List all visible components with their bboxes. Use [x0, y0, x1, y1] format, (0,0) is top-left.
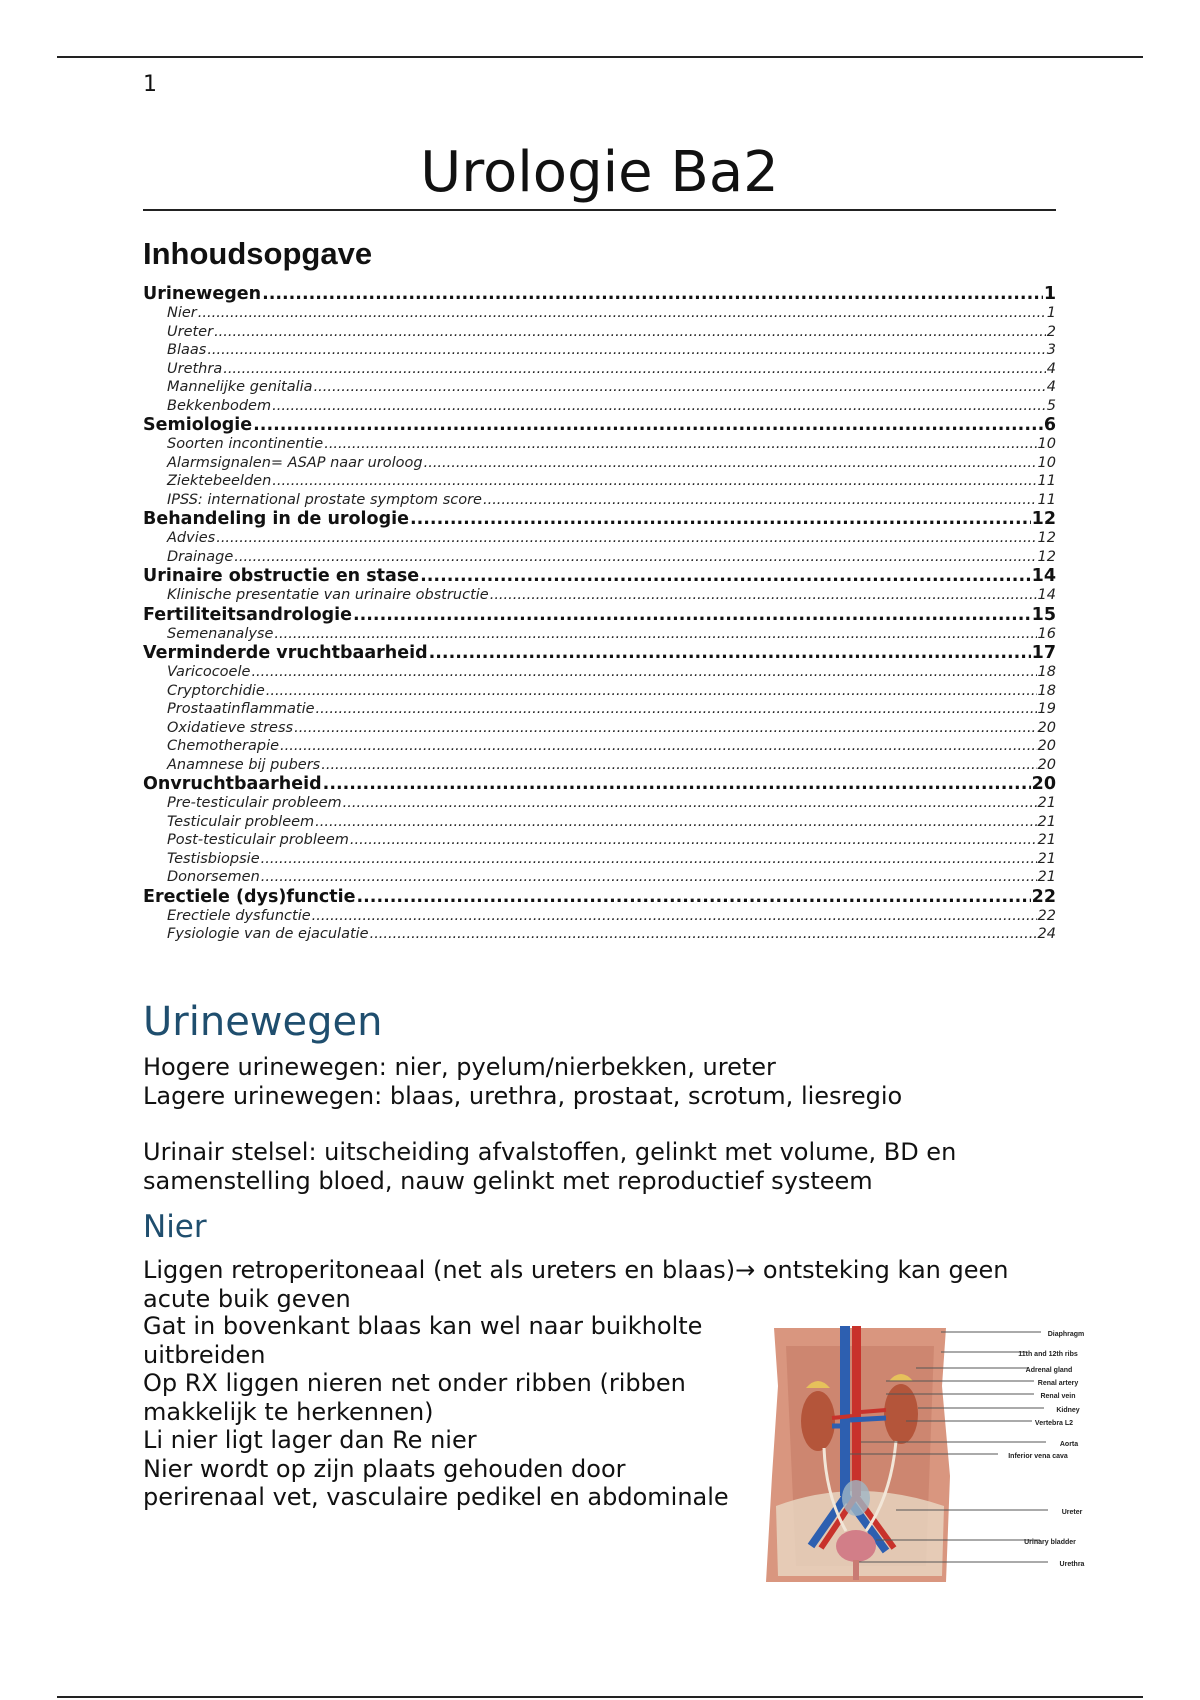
toc-leader-dots [420, 566, 1031, 586]
toc-leader-dots [490, 586, 1037, 605]
toc-leader-dots [261, 850, 1037, 869]
section-paragraph: Urinair stelsel: uitscheiding afvalstoffen, gelinkt met volume, BD en samenstelling bloed, nauw gelinkt met reproductief systeem [143, 1138, 957, 1195]
toc-entry[interactable] [143, 472, 1056, 491]
toc-entry-page: 20 [1037, 756, 1056, 773]
toc-entry-page: 4 [1046, 360, 1056, 377]
toc-entry[interactable] [143, 586, 1056, 605]
toc-leader-dots [424, 454, 1037, 473]
toc-leader-dots [321, 756, 1036, 775]
toc-entry-page: 22 [1031, 886, 1056, 907]
toc-entry[interactable] [143, 850, 1056, 869]
toc-entry[interactable] [143, 397, 1056, 416]
text-line: Gat in bovenkant blaas kan wel naar buikholte uitbreiden [143, 1312, 703, 1369]
figure-label: 11th and 12th ribs [1018, 1351, 1078, 1358]
toc-entry-page: 12 [1037, 530, 1056, 546]
figure-label: Urinary bladder [1024, 1539, 1076, 1546]
toc-entry[interactable] [143, 548, 1056, 567]
toc-entry-label: Pre-testiculair probleem [167, 795, 342, 811]
toc-entry-label: Ziektebeelden [167, 473, 272, 489]
urinary-anatomy-figure [766, 1326, 1121, 1582]
toc-leader-dots [429, 643, 1031, 663]
toc-entry-label: Mannelijke genitalia [167, 379, 313, 395]
toc-entry-page: 12 [1037, 548, 1056, 565]
toc-leader-dots [223, 360, 1046, 379]
text-line: Nier wordt op zijn plaats gehouden door perirenaal vet, vasculaire pedikel en abdominale [143, 1454, 729, 1511]
toc-entry-page: 14 [1031, 566, 1056, 586]
toc-entry[interactable] [143, 605, 1056, 625]
toc-entry-page: 4 [1046, 379, 1056, 395]
toc-leader-dots [214, 323, 1046, 342]
toc-entry-page: 18 [1037, 682, 1056, 699]
toc-entry[interactable] [143, 566, 1056, 586]
toc-entry-label: Ureter [167, 323, 214, 340]
title-underline [143, 209, 1056, 211]
toc-entry-page: 3 [1046, 342, 1056, 358]
toc-entry-label: Nier [167, 305, 197, 321]
toc-entry-page: 11 [1037, 473, 1056, 489]
toc-leader-dots [294, 719, 1036, 738]
toc-entry-label: Urethra [167, 360, 223, 377]
toc-entry-page: 10 [1037, 454, 1056, 471]
figure-label: Adrenal gland [1025, 1367, 1073, 1374]
toc-entry-label: Semiologie [143, 415, 253, 435]
nier-paragraph-wide: Liggen retroperitoneaal (net als ureters en blaas)→ ontsteking kan geen acute buik geven [143, 1256, 1009, 1313]
renal-artery-right [861, 1410, 886, 1412]
toc-leader-dots [483, 491, 1037, 510]
toc-entry-page: 17 [1031, 643, 1056, 663]
toc-entry[interactable] [143, 360, 1056, 379]
toc-entry-page: 21 [1037, 850, 1056, 867]
toc-entry[interactable] [143, 774, 1056, 794]
toc-entry-label: Blaas [167, 342, 207, 358]
toc-entry[interactable] [143, 341, 1056, 360]
renal-vein-right [850, 1418, 886, 1420]
toc-leader-dots [272, 472, 1036, 491]
toc-entry-page: 22 [1037, 907, 1056, 924]
text-line: Li nier ligt lager dan Re nier [143, 1426, 477, 1454]
toc-entry[interactable] [143, 719, 1056, 738]
toc-entry-page: 1 [1046, 305, 1056, 321]
toc-entry-label: Varicocoele [167, 664, 251, 680]
toc-leader-dots [323, 774, 1031, 794]
figure-label: Renal vein [1040, 1393, 1076, 1400]
toc-leader-dots [198, 304, 1046, 323]
toc-entry[interactable] [143, 625, 1056, 644]
toc-entry-page: 18 [1037, 664, 1056, 680]
toc-entry[interactable] [143, 663, 1056, 682]
aorta [852, 1326, 861, 1496]
toc-entry-page: 24 [1037, 926, 1056, 942]
toc-leader-dots [251, 663, 1036, 682]
toc-leader-dots [274, 625, 1036, 644]
toc-leader-dots [353, 605, 1031, 625]
toc-entry-label: Cryptorchidie [167, 682, 265, 699]
figure-label: Vertebra L2 [1034, 1420, 1074, 1427]
toc-leader-dots [315, 813, 1036, 832]
figure-label: Renal artery [1037, 1380, 1079, 1387]
toc-entry[interactable] [143, 323, 1056, 342]
toc-entry-label: Semenanalyse [167, 625, 274, 642]
figure-label: Ureter [1061, 1509, 1083, 1516]
bottom-rule [57, 1696, 1143, 1698]
toc-entry[interactable] [143, 509, 1056, 529]
toc-entry-label: Oxidatieve stress [167, 719, 294, 736]
toc-entry-label: Drainage [167, 548, 234, 565]
subsection-heading-nier: Nier [143, 1209, 207, 1245]
toc-entry-label: Erectiele dysfunctie [167, 907, 311, 924]
toc-entry[interactable] [143, 756, 1056, 775]
toc-entry[interactable] [143, 868, 1056, 887]
toc-entry[interactable] [143, 813, 1056, 832]
toc-entry-page: 12 [1031, 509, 1056, 529]
toc-entry-page: 20 [1037, 719, 1056, 736]
toc-entry-label: Verminderde vruchtbaarheid [143, 643, 428, 663]
section-lines [143, 1053, 1043, 1110]
figure-label: Aorta [1059, 1441, 1079, 1448]
toc-entry-label: Urinewegen [143, 284, 262, 304]
toc-entry-label: Anamnese bij pubers [167, 756, 321, 773]
urethra [853, 1560, 859, 1580]
toc-entry-label: Onvruchtbaarheid [143, 774, 322, 794]
toc-entry[interactable] [143, 491, 1056, 510]
toc-entry-label: Urinaire obstructie en stase [143, 566, 420, 586]
right-kidney [884, 1384, 918, 1444]
toc-entry-page: 15 [1031, 604, 1056, 625]
toc-entry-page: 21 [1037, 813, 1056, 830]
toc-leader-dots [316, 700, 1037, 719]
nier-paragraph-narrow [143, 1312, 743, 1512]
toc-entry[interactable] [143, 794, 1056, 813]
toc-entry-label: Klinische presentatie van urinaire obstructie [167, 587, 489, 603]
renal-artery-left [832, 1416, 852, 1418]
toc-leader-dots [312, 907, 1037, 926]
figure-label: Urethra [1059, 1561, 1085, 1568]
page-title: Urologie Ba2 [420, 140, 779, 205]
toc-entry-label: Advies [167, 530, 216, 546]
toc-entry-page: 20 [1037, 738, 1056, 754]
toc-leader-dots [357, 887, 1031, 907]
figure-label: Inferior vena cava [1008, 1453, 1068, 1460]
toc-leader-dots [343, 794, 1037, 813]
toc-leader-dots [324, 435, 1036, 454]
toc-entry-label: Soorten incontinentie [167, 436, 324, 452]
toc-leader-dots [253, 415, 1043, 435]
toc-entry-label: Chemotherapie [167, 738, 280, 754]
left-kidney [801, 1391, 835, 1451]
toc-entry-label: Post-testiculair probleem [167, 832, 349, 848]
anatomy-illustration [766, 1326, 1121, 1582]
toc-leader-dots [261, 868, 1037, 887]
text-line: Hogere urinewegen: nier, pyelum/nierbekken, ureter [143, 1053, 776, 1081]
toc-entry-page: 21 [1037, 869, 1056, 885]
toc-entry-page: 21 [1037, 832, 1056, 848]
toc-entry-page: 1 [1043, 284, 1056, 304]
toc-entry[interactable] [143, 925, 1056, 944]
toc-leader-dots [280, 737, 1037, 756]
toc-entry-label: Bekkenbodem [167, 397, 272, 414]
toc-entry-label: Behandeling in de urologie [143, 509, 409, 529]
toc-heading: Inhoudsopgave [143, 236, 373, 271]
toc-entry-page: 6 [1043, 415, 1056, 435]
page-number: 1 [143, 72, 157, 97]
toc-entry-page: 11 [1037, 491, 1056, 508]
toc-leader-dots [410, 509, 1031, 529]
toc-entry[interactable] [143, 378, 1056, 397]
toc-entry-label: Fertiliteitsandrologie [143, 604, 352, 625]
figure-label: Diaphragm [1047, 1331, 1085, 1338]
toc-leader-dots [272, 397, 1046, 416]
toc-entry-label: Alarmsignalen= ASAP naar uroloog [167, 454, 423, 471]
toc-entry[interactable] [143, 682, 1056, 701]
toc-entry-page: 21 [1037, 795, 1056, 811]
toc-entry-page: 20 [1031, 774, 1056, 794]
toc-entry-label: Erectiele (dys)functie [143, 886, 356, 907]
figure-label: Kidney [1056, 1407, 1080, 1414]
toc-leader-dots [370, 925, 1037, 944]
toc-entry[interactable] [143, 907, 1056, 926]
toc-entry[interactable] [143, 454, 1056, 473]
toc-entry-page: 14 [1037, 587, 1056, 603]
toc-entry[interactable] [143, 415, 1056, 435]
toc-entry[interactable] [143, 435, 1056, 454]
toc-leader-dots [216, 529, 1036, 548]
toc-entry[interactable] [143, 831, 1056, 850]
toc-entry-label: Testisbiopsie [167, 850, 260, 867]
toc-entry[interactable] [143, 887, 1056, 907]
figure-labels [1008, 1331, 1084, 1568]
toc-entry[interactable] [143, 700, 1056, 719]
urinary-bladder [836, 1530, 876, 1562]
toc-leader-dots [350, 831, 1037, 850]
toc-entry-page: 16 [1037, 625, 1056, 642]
toc-leader-dots [207, 341, 1045, 360]
toc-entry-label: Testiculair probleem [167, 813, 315, 830]
toc-entry[interactable] [143, 529, 1056, 548]
inferior-vena-cava [840, 1326, 850, 1496]
toc-entry-page: 5 [1046, 397, 1056, 414]
text-line: Op RX liggen nieren net onder ribben (ribben makkelijk te herkennen) [143, 1369, 686, 1426]
vertebra [842, 1480, 870, 1516]
toc-entry-label: Fysiologie van de ejaculatie [167, 926, 369, 942]
toc-leader-dots [262, 284, 1043, 304]
section-heading-urinewegen: Urinewegen [143, 999, 383, 1045]
toc-entry[interactable] [143, 737, 1056, 756]
toc-leader-dots [314, 378, 1046, 397]
top-rule [57, 56, 1143, 58]
table-of-contents [143, 284, 1056, 944]
toc-entry-label: IPSS: international prostate symptom score [167, 491, 482, 508]
toc-entry-label: Prostaatinflammatie [167, 701, 315, 717]
toc-leader-dots [234, 548, 1036, 567]
toc-entry-page: 19 [1037, 701, 1056, 717]
toc-entry-page: 10 [1037, 436, 1056, 452]
toc-entry-page: 2 [1046, 323, 1056, 340]
toc-entry[interactable] [143, 284, 1056, 304]
toc-entry-label: Donorsemen [167, 869, 260, 885]
toc-leader-dots [266, 682, 1037, 701]
toc-entry[interactable] [143, 304, 1056, 323]
toc-entry[interactable] [143, 643, 1056, 663]
text-line: Lagere urinewegen: blaas, urethra, prostaat, scrotum, liesregio [143, 1081, 903, 1110]
